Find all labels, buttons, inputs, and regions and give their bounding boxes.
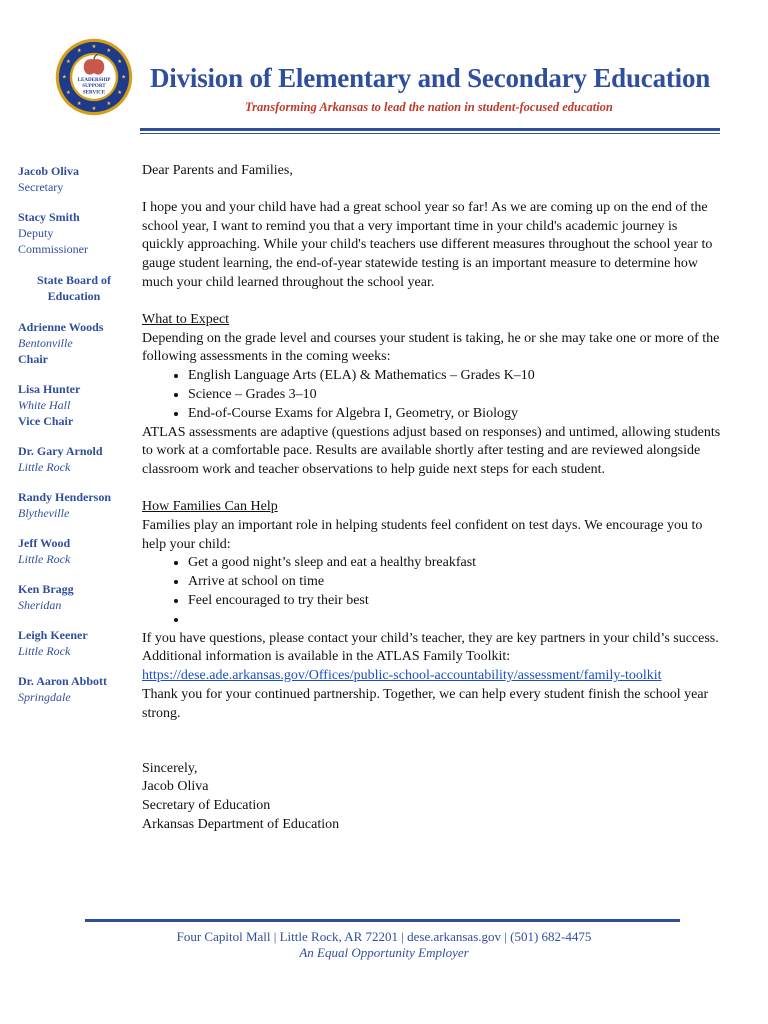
salutation: Dear Parents and Families,: [142, 163, 293, 178]
help-intro: Families play an important role in helping students feel confident on test days. We encourage you to help your child:: [142, 517, 703, 552]
member-city: Sheridan: [18, 598, 62, 612]
svg-text:★: ★: [65, 90, 71, 97]
svg-text:★: ★: [76, 48, 82, 55]
list-item: • English Language Arts (ELA) & Mathematics – Grades K–10: [188, 367, 722, 386]
header-rule: [140, 128, 720, 131]
leadership-seal-logo: [55, 38, 133, 116]
atlas-paragraph: ATLAS assessments are adaptive (questions adjust based on responses) and untimed, allowing students to work at a comfortable pace. Results are available shortly after testing and are reviewed alongside classroom work and teacher observations to help guide next steps for each student.: [142, 424, 721, 478]
board-member: [18, 674, 130, 705]
official-role: Commissioner: [18, 242, 89, 256]
member-city: Little Rock: [18, 644, 71, 658]
seal-text-line-2: SUPPORT: [82, 83, 106, 90]
member-name: Dr. Aaron Abbott: [18, 674, 108, 688]
signer-organization: Arkansas Department of Education: [142, 816, 340, 832]
board-member: [18, 444, 130, 475]
section-heading-what-to-expect: What to Expect: [142, 311, 230, 327]
svg-text:★: ★: [61, 74, 67, 81]
member-name: Ken Bragg: [18, 582, 74, 596]
footer-rule: [85, 919, 680, 922]
list-item: • Science – Grades 3–10: [188, 386, 722, 405]
board-heading: State Board of Education: [37, 273, 111, 303]
seal-text-line-3: SERVICE: [82, 89, 106, 96]
assessment-list: [142, 367, 722, 423]
header-rule-thin: [140, 133, 720, 134]
member-name: Jeff Wood: [18, 536, 71, 550]
board-member: [18, 628, 130, 659]
list-item-empty: [188, 611, 722, 630]
board-member: [18, 320, 130, 367]
board-member: [18, 536, 130, 567]
closing-paragraph: Thank you for your continued partnership. Together, we can help every student finish the school year strong.: [142, 686, 709, 721]
member-title: Chair: [18, 352, 48, 366]
svg-text:★: ★: [91, 44, 97, 51]
help-list: [142, 554, 722, 629]
footer-eeo-statement: An Equal Opportunity Employer: [299, 945, 469, 960]
official-name: Stacy Smith: [18, 210, 80, 224]
organization-name: Division of Elementary and Secondary Education: [150, 63, 711, 93]
svg-text:★: ★: [76, 101, 82, 108]
list-item: • Get a good night’s sleep and eat a healthy breakfast: [188, 554, 722, 573]
member-city: White Hall: [18, 398, 71, 412]
footer-address: Four Capitol Mall | Little Rock, AR 72201 | dese.arkansas.gov | (501) 682-4475: [176, 929, 592, 944]
organization-tagline: Transforming Arkansas to lead the nation in student-focused education: [245, 100, 613, 114]
member-title: Vice Chair: [18, 414, 74, 428]
questions-paragraph: If you have questions, please contact your child’s teacher, they are key partners in your child’s success. Additional information is available in the ATLAS Family Toolkit:: [142, 630, 719, 665]
expect-intro: Depending on the grade level and courses your student is taking, he or she may take one or more of the following assessments in the coming weeks:: [142, 330, 720, 365]
member-name: Randy Henderson: [18, 490, 112, 504]
official-role: Secretary: [18, 180, 64, 194]
member-name: Adrienne Woods: [18, 320, 104, 334]
member-city: Bentonville: [18, 336, 73, 350]
member-city: Springdale: [18, 690, 71, 704]
official-entry: [18, 164, 130, 195]
member-city: Little Rock: [18, 460, 71, 474]
svg-text:★: ★: [117, 90, 123, 97]
svg-text:★: ★: [106, 101, 112, 108]
signer-name: Jacob Oliva: [142, 779, 209, 795]
list-item: • End-of-Course Exams for Algebra I, Geometry, or Biology: [188, 405, 722, 424]
svg-text:★: ★: [121, 74, 127, 81]
board-member: [18, 582, 130, 613]
svg-text:★: ★: [91, 105, 97, 112]
svg-text:★: ★: [65, 58, 71, 65]
member-name: Dr. Gary Arnold: [18, 444, 103, 458]
member-city: Little Rock: [18, 552, 71, 566]
signer-title: Secretary of Education: [142, 798, 271, 814]
family-toolkit-link[interactable]: https://dese.ade.arkansas.gov/Offices/public-school-accountability/assessment/family-toolkit: [142, 668, 662, 684]
letterhead: [0, 0, 768, 140]
svg-text:★: ★: [117, 58, 123, 65]
section-heading-how-families-can-help: How Families Can Help: [142, 498, 278, 514]
leadership-sidebar: [18, 164, 130, 720]
intro-paragraph: I hope you and your child have had a great school year so far! As we are coming up on the end of the school year, I want to remind you that a very important time in your child's academic journey is quickly approaching. While your child's teachers use different measures throughout the school year to gauge student learning, the end-of-year statewide testing is an important measure to determine how much your child learned throughout the school year.: [142, 199, 713, 290]
official-role: Deputy: [18, 226, 54, 240]
official-entry: [18, 210, 130, 257]
list-item: • Arrive at school on time: [188, 573, 722, 592]
letter-body: [142, 162, 722, 835]
member-city: Blytheville: [18, 506, 70, 520]
member-name: Lisa Hunter: [18, 382, 81, 396]
seal-text-line-1: LEADERSHIP: [77, 76, 111, 83]
svg-text:★: ★: [106, 48, 112, 55]
list-item: • Feel encouraged to try their best: [188, 592, 722, 611]
board-member: [18, 382, 130, 429]
member-name: Leigh Keener: [18, 628, 88, 642]
signoff: Sincerely,: [142, 760, 198, 776]
board-member: [18, 490, 130, 521]
official-name: Jacob Oliva: [18, 164, 80, 178]
